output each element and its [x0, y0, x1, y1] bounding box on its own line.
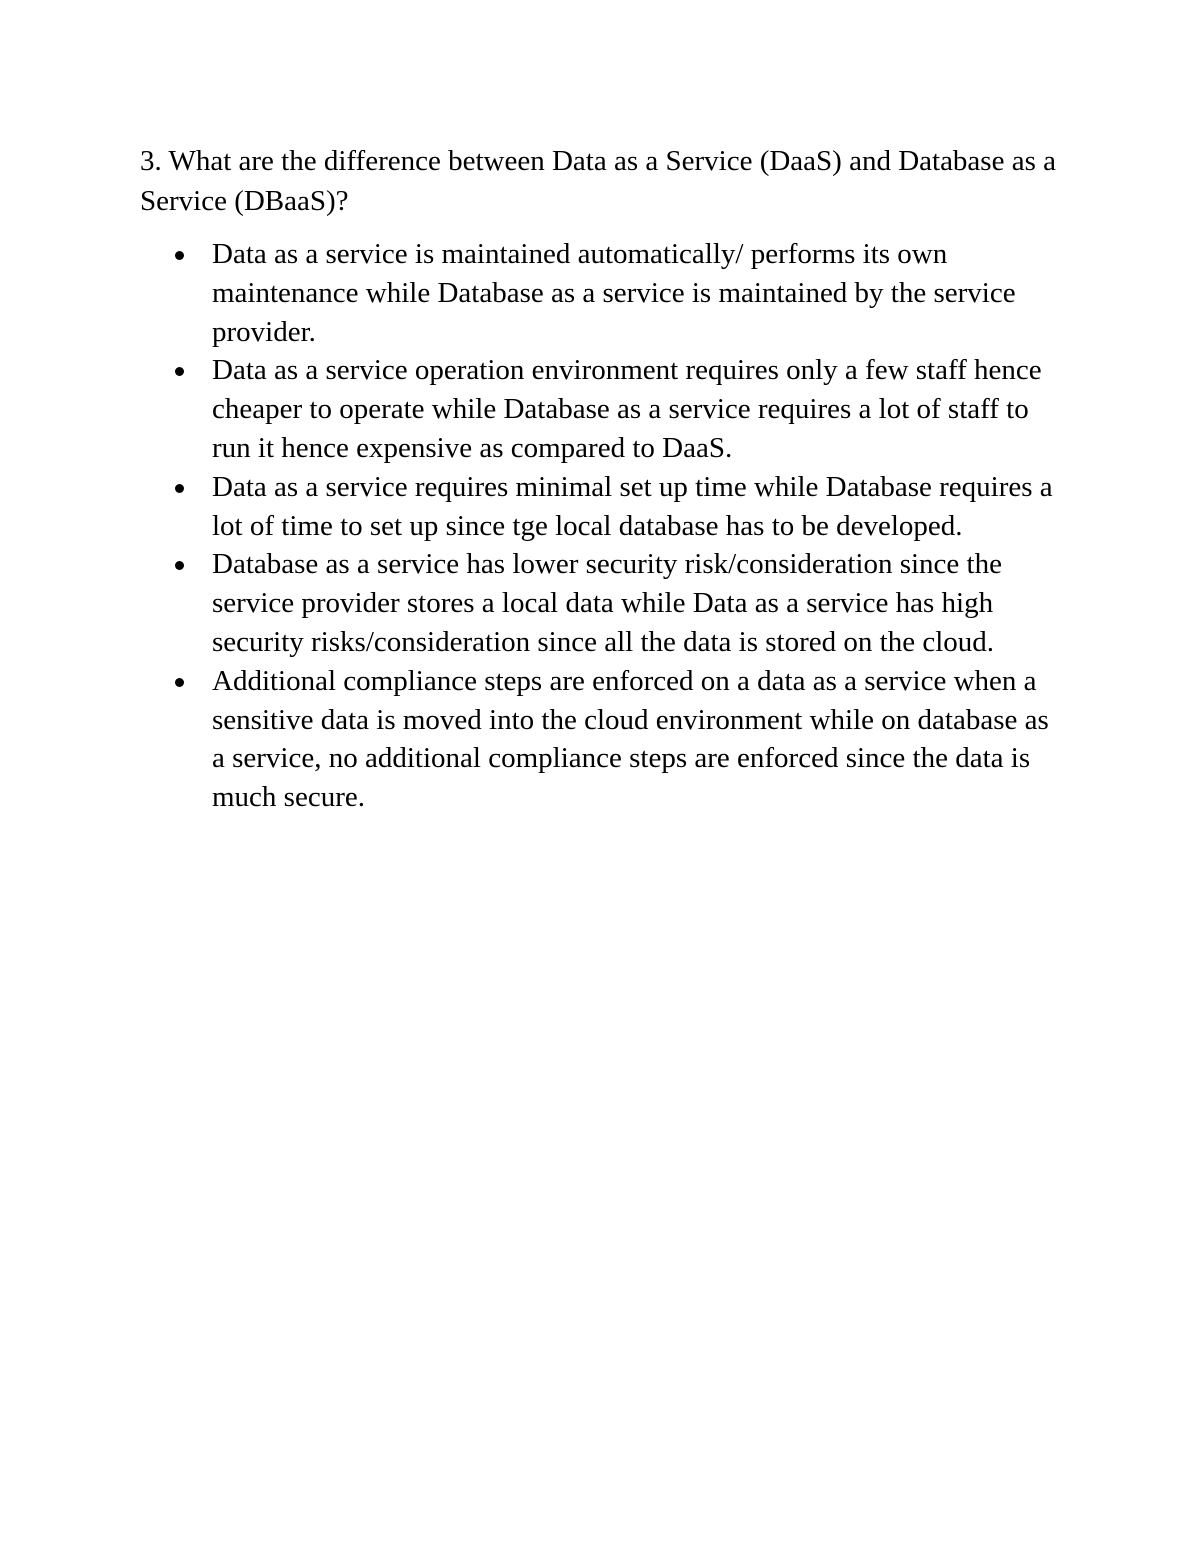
answer-text: Database as a service has lower security risk/consideration since the service provider stores a local data while Data as a service has high security risks/consideration since all the data is stored on the cloud.	[212, 548, 1002, 658]
answer-list	[140, 235, 1060, 817]
bullet-icon	[175, 367, 184, 376]
bullet-icon	[175, 561, 184, 570]
list-item	[140, 351, 1060, 467]
list-item	[140, 662, 1060, 817]
bullet-icon	[175, 251, 184, 260]
bullet-icon	[175, 678, 184, 687]
list-item	[140, 235, 1060, 351]
question-heading: 3. What are the difference between Data as a Service (DaaS) and Database as a Service (DBaaS)?	[140, 145, 1056, 217]
answer-text: Data as a service requires minimal set up time while Database requires a lot of time to set up since tge local database has to be developed.	[212, 470, 1053, 542]
list-item	[140, 468, 1060, 546]
answer-text: Data as a service is maintained automatically/ performs its own maintenance while Database as a service is maintained by the service provider.	[212, 238, 1016, 348]
bullet-icon	[175, 484, 184, 493]
answer-text: Data as a service operation environment requires only a few staff hence cheaper to operate while Database as a service requires a lot of staff to run it hence expensive as compared to DaaS.	[212, 354, 1042, 464]
answer-text: Additional compliance steps are enforced on a data as a service when a sensitive data is moved into the cloud environment while on database as a service, no additional compliance steps are enforced since the data is much secure.	[212, 664, 1049, 814]
list-item	[140, 545, 1060, 661]
